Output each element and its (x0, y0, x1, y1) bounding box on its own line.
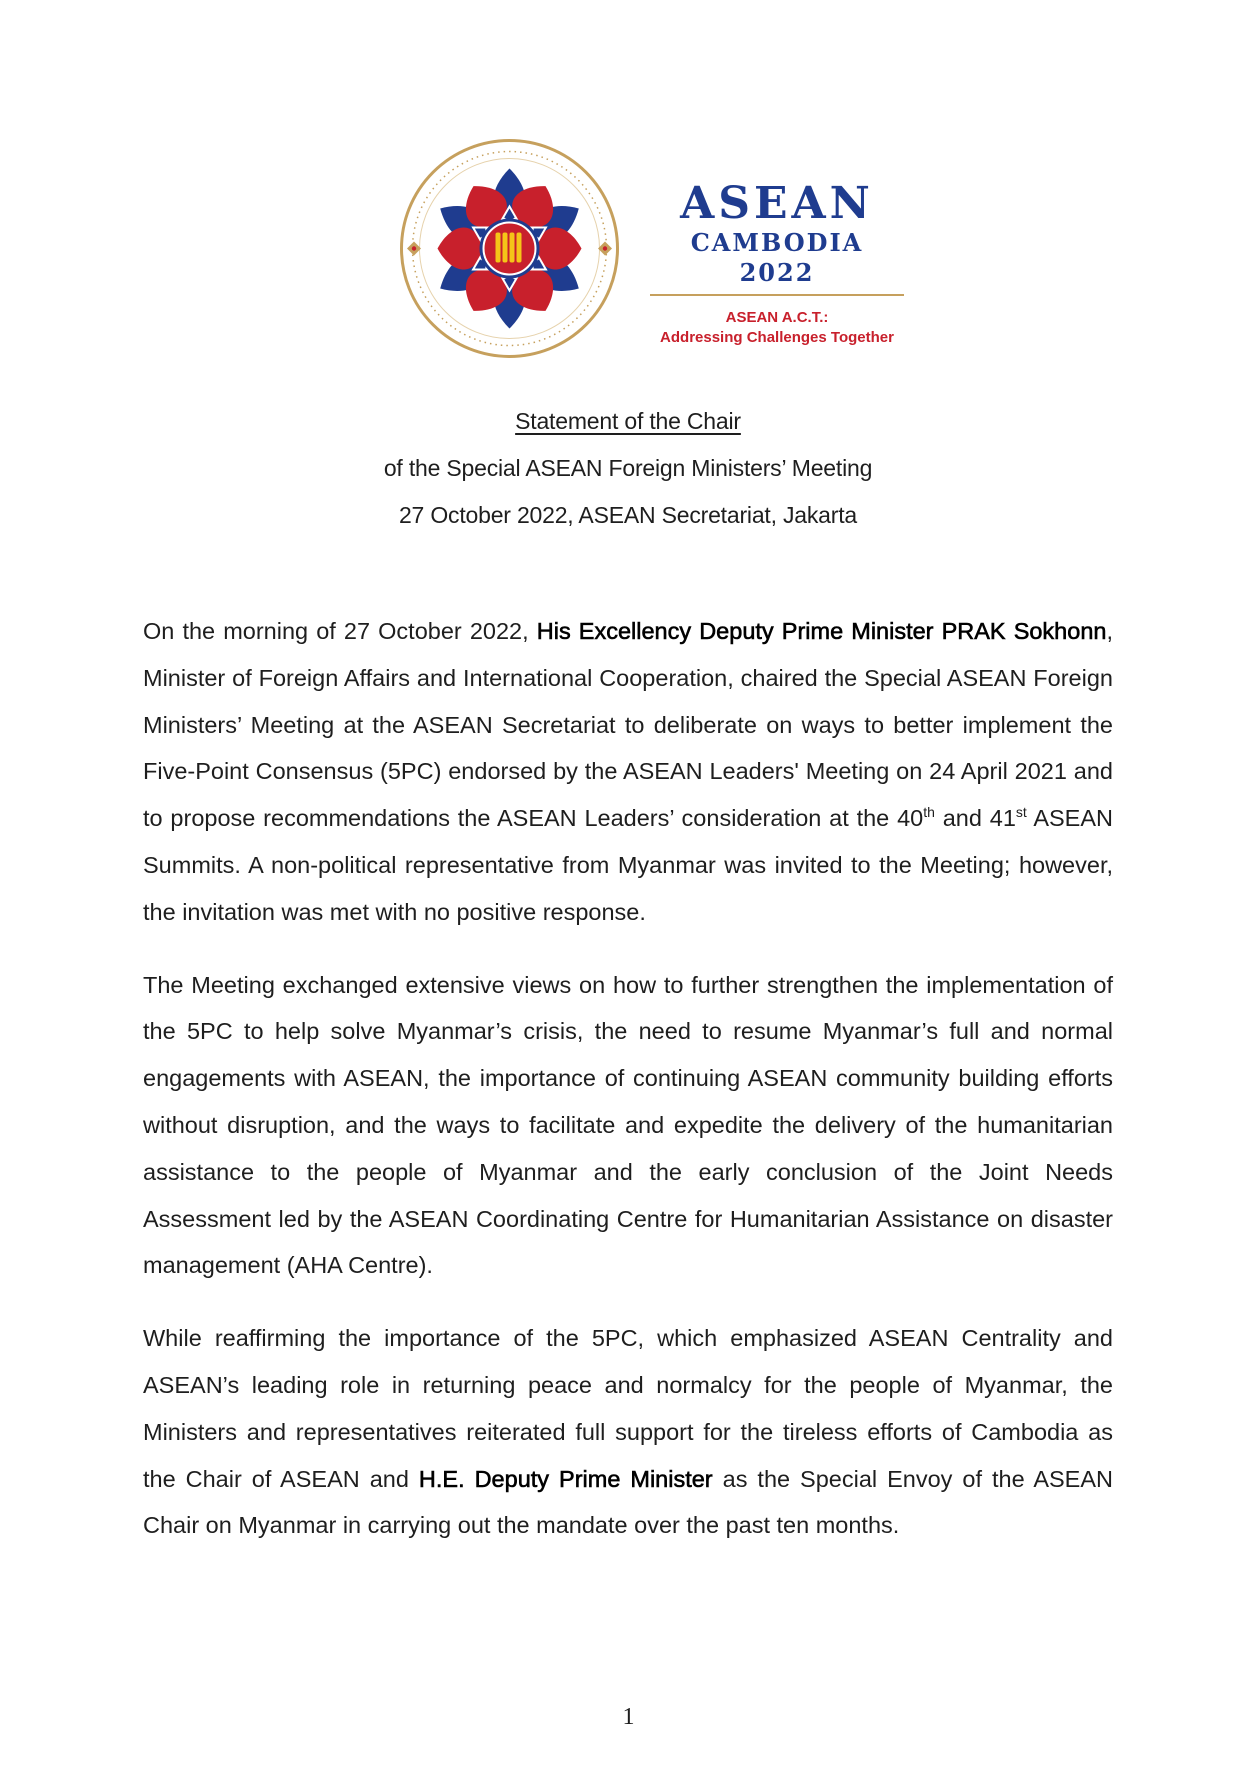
logo-tagline-line1: ASEAN A.C.T.: (725, 309, 829, 326)
logo-tagline-line2: Addressing Challenges Together (660, 329, 894, 346)
paragraph-1-text-b: , Minister of Foreign Affairs and International Cooperation, chaired the Special ASEAN Foreign Ministers’ Meeting at the ASEAN Secretariat to deliberate on ways to better implement the Five-Point Consensus (5PC) endorsed by the ASEAN Leaders' Meeting on 24 April 2021 and to propose recommendations the ASEAN Leaders’ consideration at the 40 (143, 618, 1113, 832)
asean-lotus-emblem-icon (397, 136, 622, 361)
paragraph-3 (143, 1315, 1113, 1549)
paragraph-1-text-a: On the morning of 27 October 2022, (143, 618, 537, 644)
title-line-3: 27 October 2022, ASEAN Secretariat, Jakarta (398, 502, 858, 528)
page-number: 1 (622, 1704, 635, 1730)
paragraph-1-text-c: and 41 (934, 805, 1016, 832)
paragraph-1-text-d: ASEAN Summits. A non-political representative from Myanmar was invited to the Meeting; however, the invitation was met with no positive response. (143, 805, 1113, 925)
document-body (143, 608, 1113, 1575)
paragraph-3-text-b: as the Special Envoy of the ASEAN Chair on Myanmar in carrying out the mandate over the past ten months. (143, 1465, 1114, 1539)
paragraph-2: The Meeting exchanged extensive views on how to further strengthen the implementation of the 5PC to help solve Myanmar’s crisis, the need to resume Myanmar’s full and normal engagements with ASEAN, the importance of continuing ASEAN community building efforts without disruption, and the ways to facilitate and expedite the delivery of the humanitarian assistance to the people of Myanmar and the early conclusion of the Joint Needs Assessment led by the ASEAN Coordinating Centre for Humanitarian Assistance on disaster management (AHA Centre). (143, 971, 1113, 1279)
title-line-2: of the Special ASEAN Foreign Ministers’ Meeting (383, 455, 873, 481)
logo-text-block (650, 180, 904, 348)
superscript-th: th (923, 804, 935, 821)
paragraph-1-bold-name: His Excellency Deputy Prime Minister PRAK Sokhonn (536, 618, 1107, 644)
superscript-st: st (1015, 804, 1027, 821)
paragraph-1 (143, 608, 1113, 936)
title-line-1: Statement of the Chair (515, 408, 741, 434)
document-title (200, 398, 1056, 539)
paragraph-3-text-a: While reaffirming the importance of the 5PC, which emphasized ASEAN Centrality and ASEAN’s leading role in returning peace and normalcy for the people of Myanmar, the Ministers and representatives reiterated full support for the tireless efforts of Cambodia as the Chair of ASEAN and (143, 1325, 1113, 1492)
paragraph-3-bold-title: H.E. Deputy Prime Minister (418, 1465, 713, 1492)
logo-subtitle: CAMBODIA 2022 (690, 228, 864, 287)
logo-wordmark: ASEAN (680, 178, 874, 229)
logo-divider (650, 294, 904, 296)
